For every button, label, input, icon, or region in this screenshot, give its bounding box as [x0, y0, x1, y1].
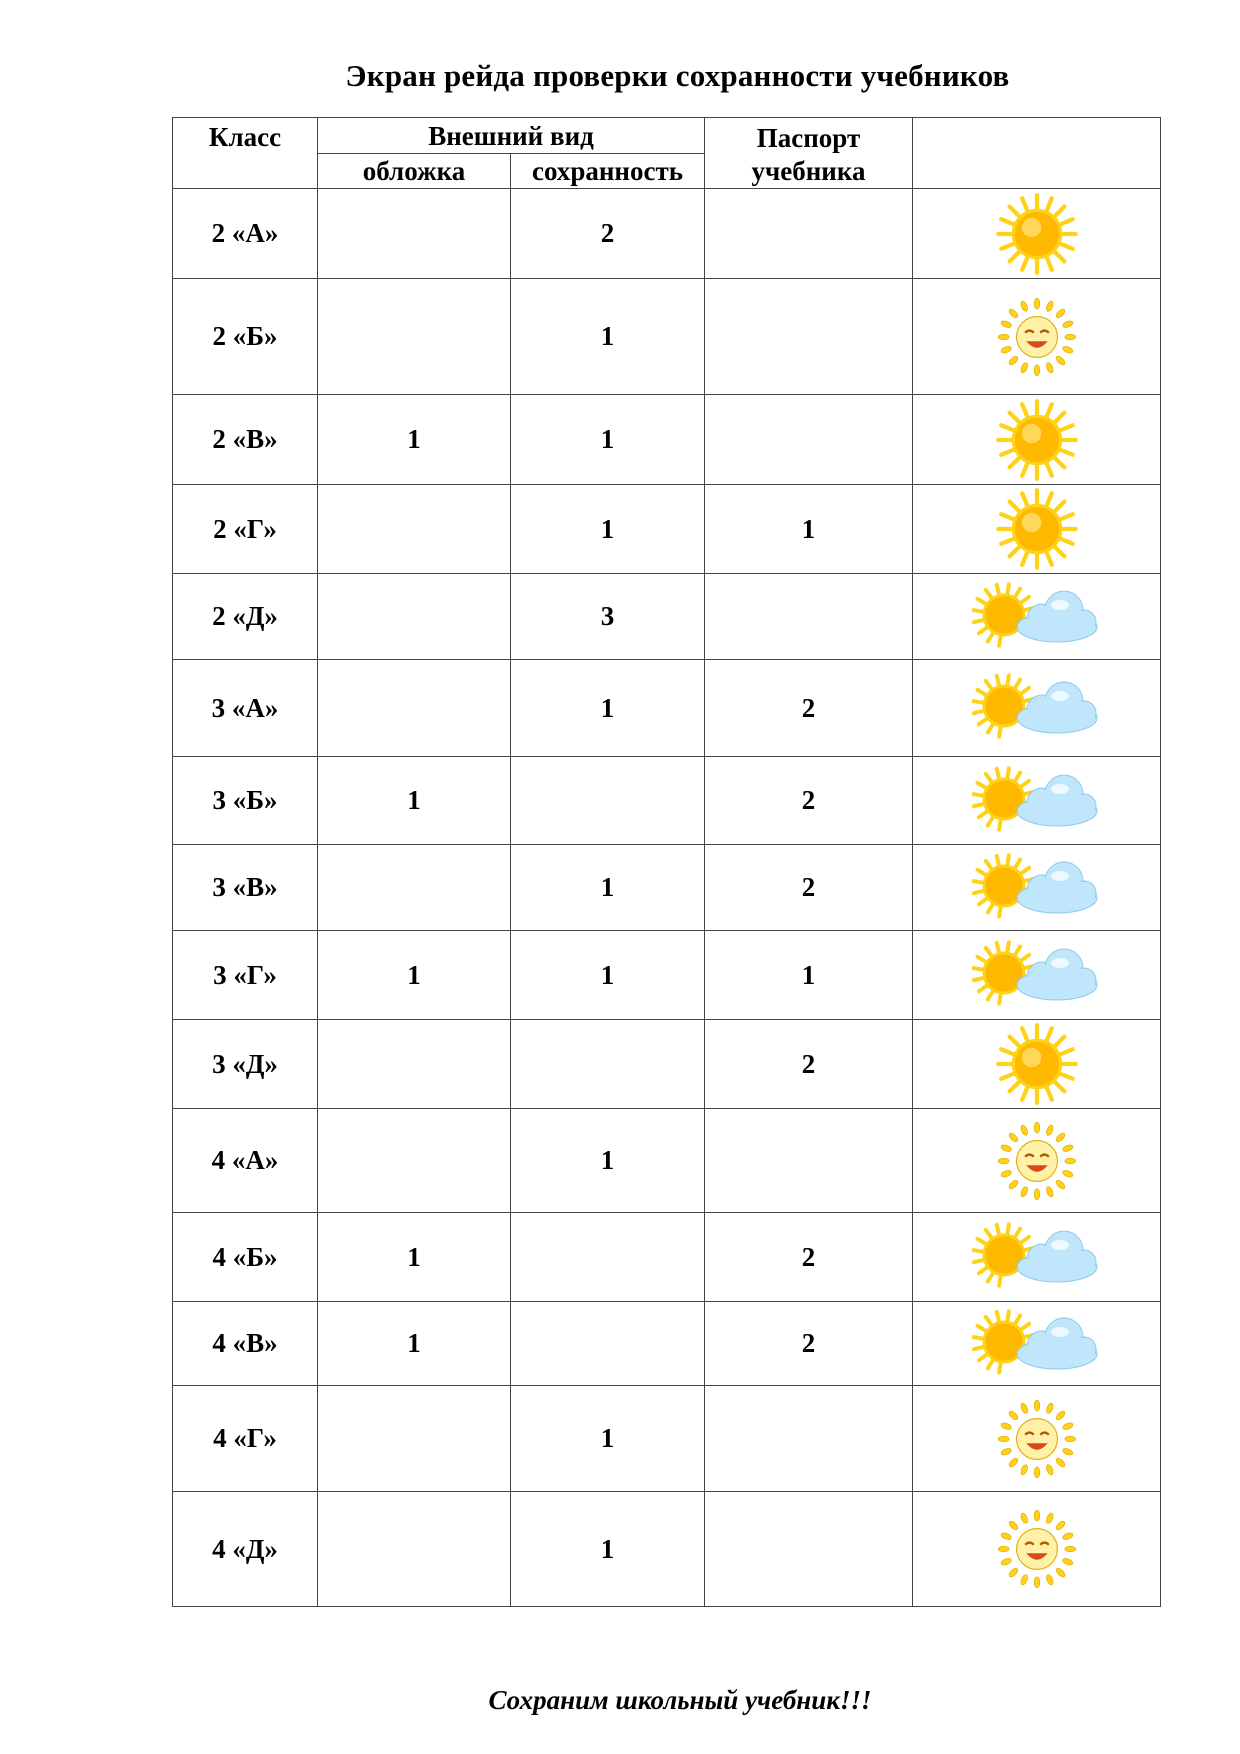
header-class: Класс [173, 118, 318, 189]
row-preservation: 1 [511, 1386, 705, 1492]
row-weather-cell [913, 1492, 1161, 1607]
sun-icon [913, 1021, 1160, 1107]
row-weather-cell [913, 931, 1161, 1020]
sun-behind-cloud-icon [913, 761, 1160, 841]
smiling-sun-icon [913, 294, 1160, 380]
sun-behind-cloud-icon [913, 1217, 1160, 1297]
row-cover [318, 1492, 511, 1607]
row-class: 2 «Г» [173, 485, 318, 574]
row-class: 4 «В» [173, 1302, 318, 1386]
row-weather-cell [913, 279, 1161, 395]
row-passport [705, 189, 913, 279]
row-weather-cell [913, 1020, 1161, 1109]
row-preservation: 1 [511, 279, 705, 395]
header-cover: обложка [318, 154, 511, 189]
row-class: 3 «Д» [173, 1020, 318, 1109]
table-row [173, 660, 1161, 757]
row-cover [318, 574, 511, 660]
row-preservation: 1 [511, 485, 705, 574]
row-preservation: 1 [511, 845, 705, 931]
row-cover [318, 660, 511, 757]
row-passport [705, 1492, 913, 1607]
row-preservation: 1 [511, 1492, 705, 1607]
row-preservation: 1 [511, 931, 705, 1020]
row-preservation: 1 [511, 395, 705, 485]
table-row [173, 845, 1161, 931]
row-class: 3 «Г» [173, 931, 318, 1020]
sun-behind-cloud-icon [913, 668, 1160, 748]
row-cover [318, 189, 511, 279]
row-cover: 1 [318, 1213, 511, 1302]
header-appearance: Внешний вид [318, 118, 705, 154]
table-row [173, 189, 1161, 279]
table-row [173, 1109, 1161, 1213]
table-row [173, 757, 1161, 845]
row-preservation [511, 757, 705, 845]
row-cover [318, 1109, 511, 1213]
row-cover [318, 485, 511, 574]
header-passport-label: Паспорт учебника [751, 123, 866, 186]
row-passport [705, 279, 913, 395]
row-passport [705, 1109, 913, 1213]
row-weather-cell [913, 574, 1161, 660]
table-row [173, 1302, 1161, 1386]
row-class: 4 «А» [173, 1109, 318, 1213]
row-weather-cell [913, 757, 1161, 845]
row-preservation: 3 [511, 574, 705, 660]
row-preservation [511, 1020, 705, 1109]
table-row [173, 485, 1161, 574]
header-icon [913, 118, 1161, 189]
table-row [173, 1020, 1161, 1109]
row-weather-cell [913, 660, 1161, 757]
row-cover: 1 [318, 757, 511, 845]
row-weather-cell [913, 1386, 1161, 1492]
table-body [173, 189, 1161, 1607]
sun-behind-cloud-icon [913, 577, 1160, 657]
row-passport [705, 395, 913, 485]
raid-table [172, 117, 1161, 1607]
table-row [173, 1386, 1161, 1492]
footer-motto: Сохраним школьный учебник!!! [488, 1685, 872, 1715]
row-weather-cell [913, 1302, 1161, 1386]
row-class: 3 «В» [173, 845, 318, 931]
row-passport: 2 [705, 845, 913, 931]
row-class: 4 «Б» [173, 1213, 318, 1302]
row-cover [318, 845, 511, 931]
row-weather-cell [913, 845, 1161, 931]
row-passport: 2 [705, 757, 913, 845]
row-weather-cell [913, 395, 1161, 485]
row-cover: 1 [318, 395, 511, 485]
row-passport: 2 [705, 1302, 913, 1386]
row-passport: 2 [705, 1213, 913, 1302]
row-passport [705, 1386, 913, 1492]
table-row [173, 395, 1161, 485]
sun-behind-cloud-icon [913, 1304, 1160, 1384]
table-row [173, 1213, 1161, 1302]
row-weather-cell [913, 485, 1161, 574]
row-class: 3 «А» [173, 660, 318, 757]
sun-icon [913, 486, 1160, 572]
row-passport [705, 574, 913, 660]
row-passport: 2 [705, 1020, 913, 1109]
row-cover: 1 [318, 1302, 511, 1386]
row-cover [318, 1386, 511, 1492]
smiling-sun-icon [913, 1506, 1160, 1592]
row-class: 2 «Б» [173, 279, 318, 395]
sun-behind-cloud-icon [913, 935, 1160, 1015]
sun-behind-cloud-icon [913, 848, 1160, 928]
sun-icon [913, 191, 1160, 277]
header-preservation: сохранность [511, 154, 705, 189]
row-passport: 2 [705, 660, 913, 757]
header-passport [705, 118, 913, 189]
table-row [173, 931, 1161, 1020]
row-cover [318, 279, 511, 395]
row-weather-cell [913, 189, 1161, 279]
table-row [173, 574, 1161, 660]
row-passport: 1 [705, 931, 913, 1020]
row-class: 2 «А» [173, 189, 318, 279]
sun-icon [913, 397, 1160, 483]
row-class: 4 «Г» [173, 1386, 318, 1492]
row-preservation: 1 [511, 660, 705, 757]
row-class: 2 «В» [173, 395, 318, 485]
row-passport: 1 [705, 485, 913, 574]
table-row [173, 1492, 1161, 1607]
row-preservation [511, 1302, 705, 1386]
row-preservation: 2 [511, 189, 705, 279]
row-weather-cell [913, 1213, 1161, 1302]
row-preservation: 1 [511, 1109, 705, 1213]
smiling-sun-icon [913, 1118, 1160, 1204]
page-title: Экран рейда проверки сохранности учебников [345, 58, 1010, 93]
row-cover: 1 [318, 931, 511, 1020]
row-weather-cell [913, 1109, 1161, 1213]
row-class: 4 «Д» [173, 1492, 318, 1607]
row-cover [318, 1020, 511, 1109]
row-class: 3 «Б» [173, 757, 318, 845]
smiling-sun-icon [913, 1396, 1160, 1482]
row-class: 2 «Д» [173, 574, 318, 660]
row-preservation [511, 1213, 705, 1302]
table-row [173, 279, 1161, 395]
